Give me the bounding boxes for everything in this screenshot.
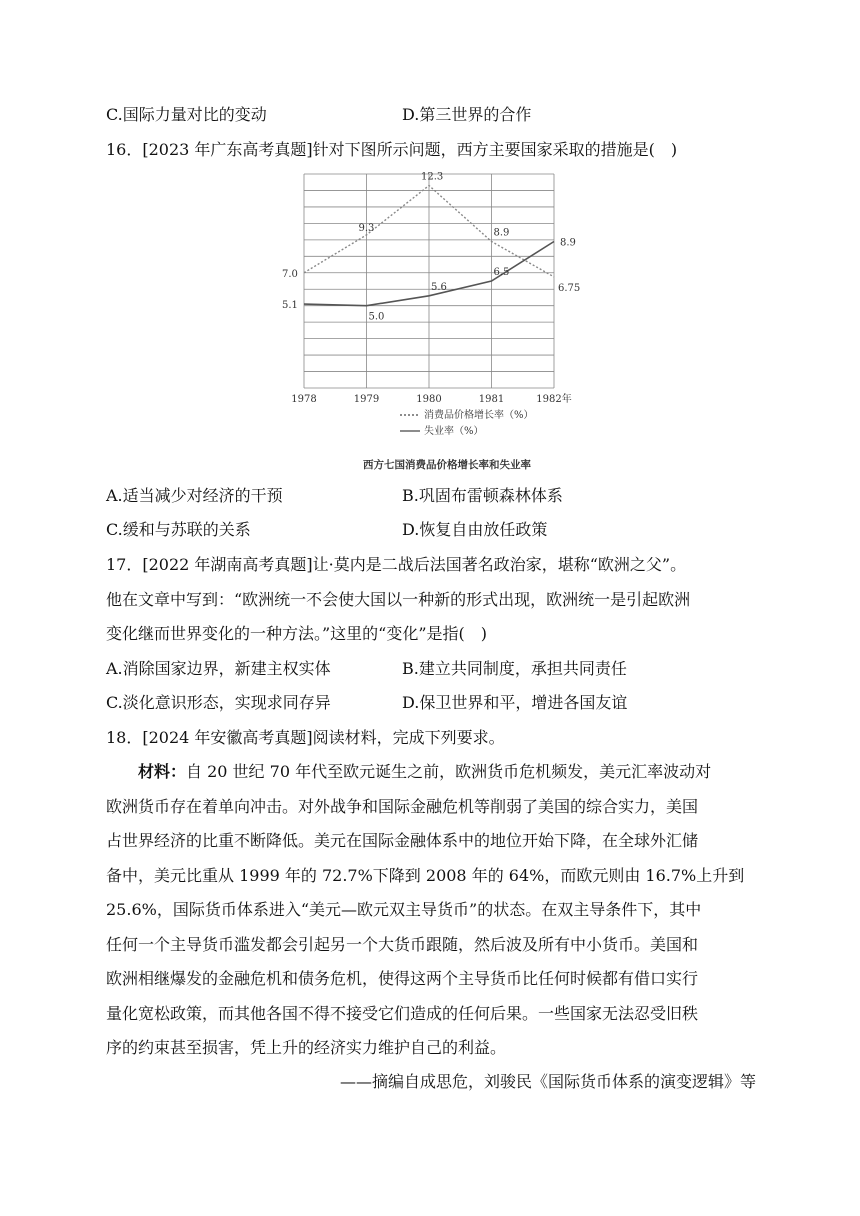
question-18-stem: 18．[2024 年安徽高考真题]阅读材料，完成下列要求。: [106, 728, 505, 747]
data-label: 6.5: [493, 267, 510, 278]
legend-label: 失业率（%）: [424, 426, 484, 437]
material-label: 材料：: [138, 762, 187, 781]
data-label: 8.9: [560, 237, 576, 249]
material-text-1: 自 20 世纪 70 年代至欧元诞生之前，欧洲货币危机频发，美元汇率波动对: [186, 762, 712, 781]
data-label: 5.1: [282, 300, 298, 312]
legend-label: 消费品价格增长率（%）: [424, 410, 534, 421]
question-16-option-d: D.恢复自由放任政策: [402, 520, 548, 539]
data-label: 7.0: [282, 268, 298, 280]
data-label: 5.6: [431, 281, 447, 293]
question-16-stem: 16．[2023 年广东高考真题]针对下图所示问题，西方主要国家采取的措施是( ): [106, 140, 678, 159]
material-line-4: 备中，美元比重从 1999 年的 72.7%下降到 2008 年的 64%，而欧元则由 16.7%上升到: [106, 866, 745, 885]
question-17-option-a: A.消除国家边界，新建主权实体: [106, 659, 331, 678]
x-tick-label: 1980: [416, 394, 442, 405]
question-16-option-c: C.缓和与苏联的关系: [106, 520, 251, 539]
data-label: 12.3: [421, 171, 444, 183]
x-tick-label: 1979: [353, 394, 380, 405]
material-line-8: 量化宽松政策，而其他各国不得不接受它们造成的任何后果。一些国家无法忍受旧秩: [106, 1004, 699, 1023]
material-source: ——摘编自成思危，刘骏民《国际货币体系的演变逻辑》等: [339, 1072, 756, 1091]
data-label: 6.75: [558, 282, 581, 294]
question-16-option-a: A.适当减少对经济的干预: [106, 486, 283, 505]
chart-figure: [272, 168, 602, 478]
material-line-7: 欧洲相继爆发的金融危机和债务危机，使得这两个主导货币比任何时候都有借口实行: [106, 969, 699, 988]
question-17-option-b: B.建立共同制度，承担共同责任: [402, 659, 627, 678]
question-17-stem-line-3: 变化继而世界变化的一种方法。”这里的“变化”是指( ): [106, 624, 488, 643]
question-16-option-b: B.巩固布雷顿森林体系: [402, 486, 563, 505]
material-line-2: 欧洲货币存在着单向冲击。对外战争和国际金融危机等削弱了美国的综合实力，美国: [106, 797, 699, 816]
x-tick-label: 1981: [478, 394, 505, 405]
material-line-3: 占世界经济的比重不断降低。美元在国际金融体系中的地位开始下降，在全球外汇储: [106, 831, 699, 850]
chart-title: 西方七国消费品价格增长率和失业率: [363, 459, 531, 471]
data-label: 8.9: [493, 227, 510, 239]
data-label: 5.0: [368, 311, 385, 323]
question-17-option-c: C.淡化意识形态，实现求同存异: [106, 693, 331, 712]
data-label: 9.3: [358, 222, 375, 234]
question-17-stem-line-2: 他在文章中写到：“欧洲统一不会使大国以一种新的形式出现，欧洲统一是引起欧洲: [106, 590, 691, 609]
x-tick-label: 1978: [291, 394, 317, 405]
material-line-1: [138, 761, 788, 783]
material-line-5: 25.6%，国际货币体系进入“美元—欧元双主导货币”的状态。在双主导条件下，其中: [106, 900, 702, 919]
line-chart: [272, 168, 602, 478]
option-d-prev: D.第三世界的合作: [402, 105, 532, 124]
question-17-option-d: D.保卫世界和平，增进各国友谊: [402, 693, 628, 712]
option-c-prev: C.国际力量对比的变动: [106, 105, 267, 124]
material-line-6: 任何一个主导货币滥发都会引起另一个大货币跟随，然后波及所有中小货币。美国和: [106, 935, 699, 954]
x-tick-label: 1982年: [536, 394, 572, 405]
material-line-9: 序的约束甚至损害，凭上升的经济实力维护自己的利益。: [106, 1038, 507, 1057]
question-17-stem-line-1: 17．[2022 年湖南高考真题]让·莫内是二战后法国著名政治家，堪称“欧洲之父”。: [106, 555, 687, 574]
